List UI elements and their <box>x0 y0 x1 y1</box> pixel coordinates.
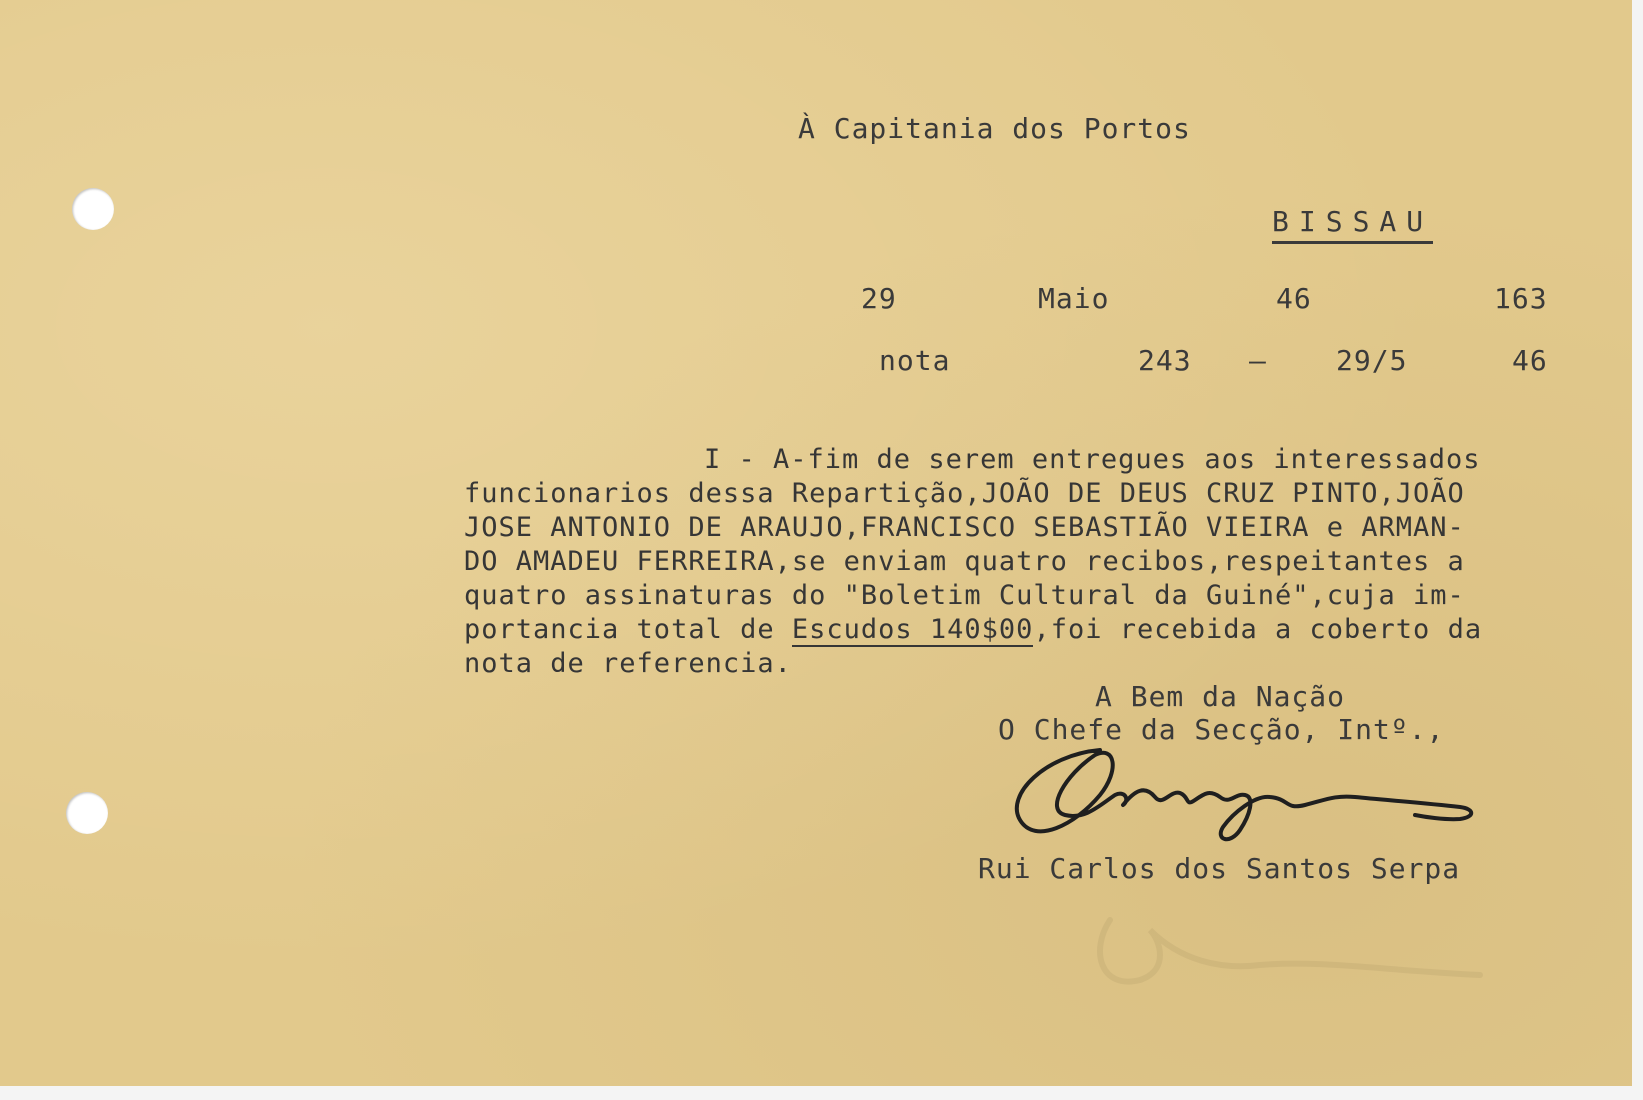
body-line-3: JOSE ANTONIO DE ARAUJO,FRANCISCO SEBASTIÃO VIEIRA e ARMAN- <box>464 512 1465 543</box>
body-line-6-start: portancia total de <box>464 614 792 645</box>
body-line-6-end: ,foi recebida a coberto da <box>1033 614 1483 645</box>
punch-hole-top <box>72 188 114 230</box>
scan-edge-bottom <box>0 1086 1643 1100</box>
reference-month: Maio <box>1038 282 1110 315</box>
note-dash: – <box>1249 344 1267 377</box>
note-year: 46 <box>1512 344 1548 377</box>
reference-year: 46 <box>1276 282 1312 315</box>
reference-day: 29 <box>861 282 897 315</box>
body-line-4: DO AMADEU FERREIRA,se enviam quatro recibos,respeitantes a <box>464 546 1465 577</box>
addressee: À Capitania dos Portos <box>798 112 1191 145</box>
reference-number: 163 <box>1494 282 1548 315</box>
signer-name: Rui Carlos dos Santos Serpa <box>978 852 1461 885</box>
total-amount: Escudos 140$00 <box>791 614 1034 645</box>
body-line-5: quatro assinaturas do "Boletim Cultural da Guiné",cuja im- <box>464 580 1465 611</box>
body-line-6 <box>464 613 1624 647</box>
note-date: 29/5 <box>1336 344 1408 377</box>
chief-title: O Chefe da Secção, Intº., <box>998 713 1445 746</box>
scan-edge-right <box>1632 0 1643 1100</box>
punch-hole-bottom <box>66 792 108 834</box>
note-label: nota <box>879 344 951 377</box>
faded-signature-imprint <box>1080 900 1500 1010</box>
body-line-2: funcionarios dessa Repartição,JOÃO DE DEUS CRUZ PINTO,JOÃO <box>464 478 1465 509</box>
body-line-1: I - A-fim de serem entregues aos interessados <box>704 444 1481 475</box>
closing-salutation: A Bem da Nação <box>1095 680 1346 713</box>
handwritten-signature <box>1005 735 1485 855</box>
letter-body <box>464 443 1624 681</box>
city: BISSAU <box>1272 205 1433 244</box>
note-number: 243 <box>1138 344 1192 377</box>
body-line-7: nota de referencia. <box>464 648 792 679</box>
